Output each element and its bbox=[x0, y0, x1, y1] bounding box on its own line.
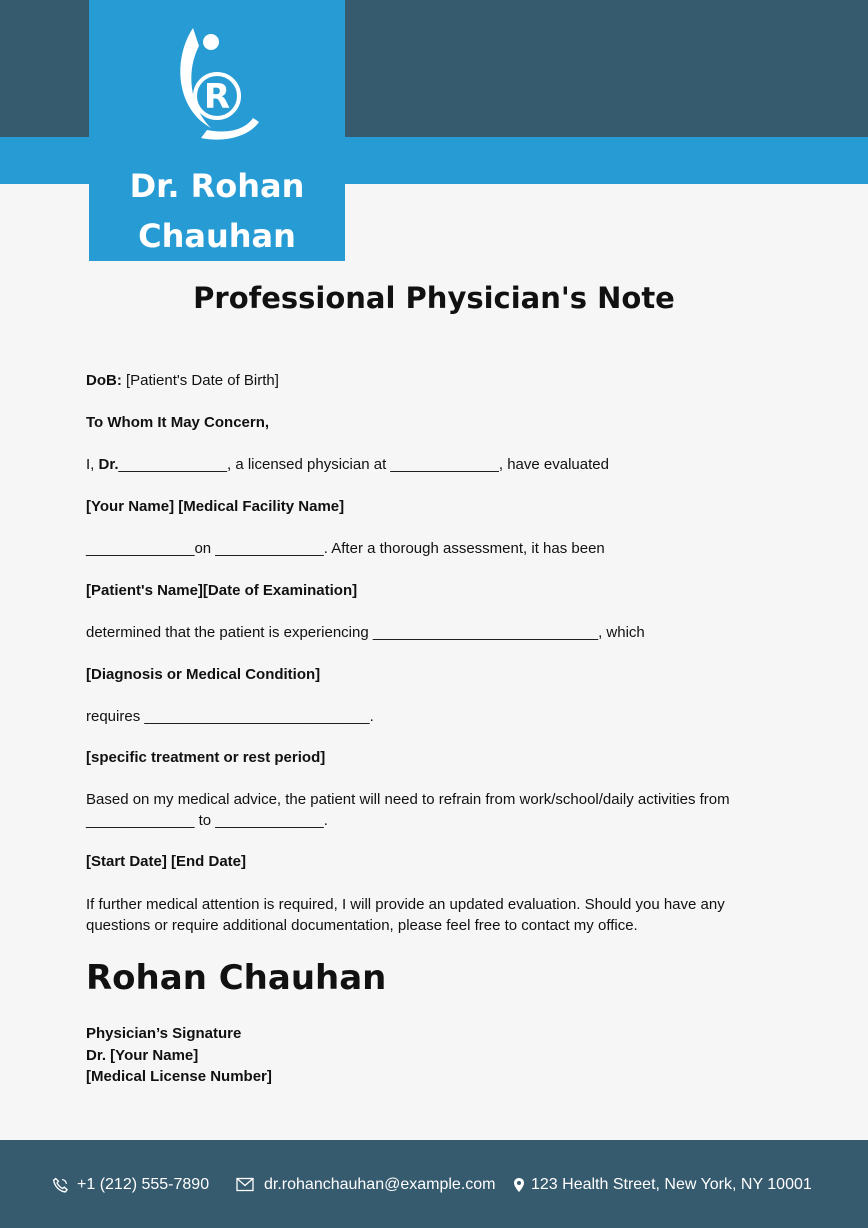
brand-name-line2: Chauhan bbox=[138, 217, 296, 255]
phone-number: +1 (212) 555-7890 bbox=[77, 1176, 210, 1193]
statement-line-1 bbox=[86, 454, 786, 475]
street-address: 123 Health Street, New York, NY 10001 bbox=[531, 1176, 812, 1193]
phone-icon bbox=[52, 1177, 69, 1194]
statement-1b: _____________, a licensed physician at _____________, have evaluated bbox=[118, 456, 609, 473]
statement-1-dr: Dr. bbox=[98, 456, 119, 473]
brand-name bbox=[89, 161, 345, 261]
field-label-1: [Your Name] [Medical Facility Name] bbox=[86, 498, 345, 515]
logo-panel bbox=[89, 0, 345, 261]
brand-name-line1: Dr. Rohan bbox=[129, 167, 305, 205]
statement-line-2: _____________on _____________. After a thorough assessment, it has been bbox=[86, 540, 605, 557]
statement-line-4: requires ___________________________. bbox=[86, 708, 374, 725]
signature-license: [Medical License Number] bbox=[86, 1068, 272, 1085]
map-pin-icon bbox=[513, 1177, 525, 1193]
logo-letter: R bbox=[203, 77, 231, 117]
field-label-2: [Patient's Name][Date of Examination] bbox=[86, 582, 358, 599]
statement-line-6: If further medical attention is required, I will provide an updated evaluation. Should you have any questions or require additional documentation, please feel free to contact my office. bbox=[86, 896, 725, 934]
salutation: To Whom It May Concern, bbox=[86, 414, 270, 431]
field-label-3: [Diagnosis or Medical Condition] bbox=[86, 666, 321, 683]
email-address: dr.rohanchauhan@example.com bbox=[264, 1176, 496, 1193]
statement-line-3: determined that the patient is experiencing ___________________________, which bbox=[86, 624, 645, 641]
field-label-5: [Start Date] [End Date] bbox=[86, 853, 247, 870]
envelope-icon bbox=[236, 1177, 254, 1192]
dob-label: DoB: bbox=[86, 372, 122, 389]
signature-block bbox=[86, 1023, 272, 1088]
statement-1a: I, bbox=[86, 456, 99, 473]
dob-line bbox=[86, 370, 786, 391]
signature-caption: Physician’s Signature bbox=[86, 1025, 242, 1042]
signature-name: Rohan Chauhan bbox=[86, 958, 387, 998]
dob-value: [Patient's Date of Birth] bbox=[121, 372, 279, 389]
statement-line-5: Based on my medical advice, the patient will need to refrain from work/school/daily activities from _____________ to _____________. bbox=[86, 791, 730, 829]
page-title: Professional Physician's Note bbox=[193, 281, 675, 315]
field-label-4: [specific treatment or rest period] bbox=[86, 749, 326, 766]
logo-icon bbox=[171, 18, 263, 148]
signature-doctor: Dr. [Your Name] bbox=[86, 1046, 199, 1064]
